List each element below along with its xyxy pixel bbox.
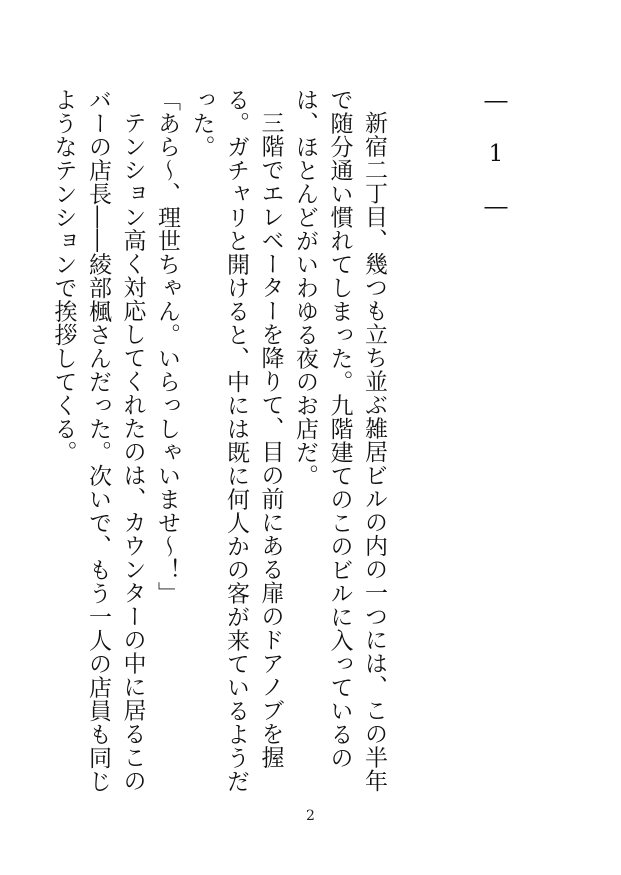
chapter-heading: ― 1 ― bbox=[483, 88, 509, 221]
page-number: 2 bbox=[306, 808, 315, 824]
dialogue-line: 「あら～、理世ちゃん。いらっしゃいませ～！」 bbox=[154, 88, 180, 605]
paragraph-3: テンション高く対応してくれたのは、カウンターの中に居るこのバーの店長――綾部楓さんだった。次いで、もう一人の店員も同じようなテンションで挨拶してくる。 bbox=[50, 88, 146, 793]
paragraph-1: 新宿二丁目、幾つも立ち並ぶ雑居ビルの内の一つには、この半年で随分通い慣れてしまった。九階建てのこのビルに入っているのは、ほとんどがいわゆる夜のお店だ。 bbox=[292, 88, 387, 793]
paragraph-2: 三階でエレベーターを降りて、目の前にある扉のドアノブを握る。ガチャリと開けると、中には既に何人かの客が来ているようだった。 bbox=[188, 88, 284, 793]
vertical-text-block bbox=[46, 88, 513, 808]
